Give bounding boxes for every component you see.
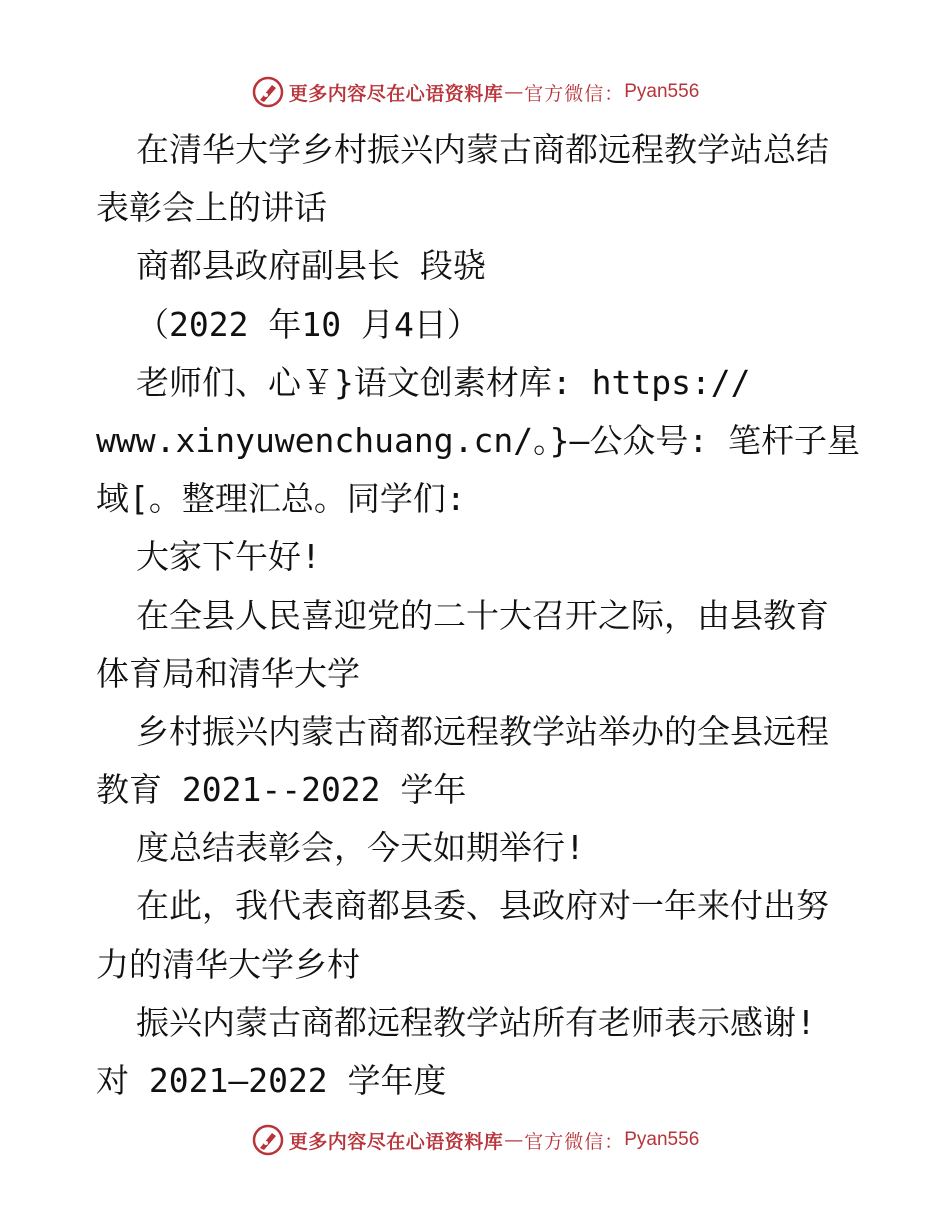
- banner-separator: —: [504, 81, 524, 103]
- date-line: （2022 年10 月4日）: [136, 304, 480, 344]
- banner-wechat-account: Pyan556: [624, 1129, 700, 1150]
- paragraph-line: 老师们、心￥}语文创素材库: https://: [136, 362, 751, 402]
- pen-nib-icon: [251, 1123, 285, 1157]
- speaker-line: 商都县政府副县长 段骁: [136, 246, 486, 286]
- paragraph-line: 振兴内蒙古商都远程教学站所有老师表示感谢!: [136, 1002, 816, 1042]
- paragraph-line: 在此，我代表商都县委、县政府对一年来付出努: [136, 886, 829, 926]
- banner-wechat-label: 官方微信：: [524, 1130, 625, 1153]
- header-watermark-banner: [0, 72, 950, 112]
- paragraph-line: 力的清华大学乡村: [96, 944, 360, 984]
- title-line-2: 表彰会上的讲话: [96, 188, 327, 228]
- paragraph-line: 度总结表彰会，今天如期举行!: [136, 828, 585, 868]
- paragraph-line: 体育局和清华大学: [96, 653, 360, 693]
- banner-wechat-label: 官方微信：: [524, 82, 625, 105]
- paragraph-line: 乡村振兴内蒙古商都远程教学站举办的全县远程: [136, 711, 829, 751]
- banner-main-text: 更多内容尽在心语资料库: [288, 1130, 504, 1153]
- banner-main-text: 更多内容尽在心语资料库: [288, 82, 504, 105]
- document-body: [96, 121, 861, 1110]
- paragraph-line: 对 2021—2022 学年度: [96, 1061, 447, 1100]
- footer-watermark-banner: [0, 1120, 950, 1160]
- paragraph-line: www.xinyuwenchuang.cn/。}—公众号: 笔杆子星: [96, 420, 861, 460]
- title-line-1: 在清华大学乡村振兴内蒙古商都远程教学站总结: [136, 130, 829, 169]
- paragraph-line: 在全县人民喜迎党的二十大召开之际，由县教育: [136, 595, 829, 635]
- greeting-line: 大家下午好!: [136, 537, 321, 577]
- paragraph-line: 教育 2021--2022 学年: [96, 770, 467, 810]
- banner-wechat-account: Pyan556: [624, 81, 700, 102]
- pen-nib-icon: [251, 75, 285, 109]
- paragraph-line: 域[。整理汇总。同学们:: [96, 479, 466, 519]
- banner-separator: —: [504, 1129, 524, 1151]
